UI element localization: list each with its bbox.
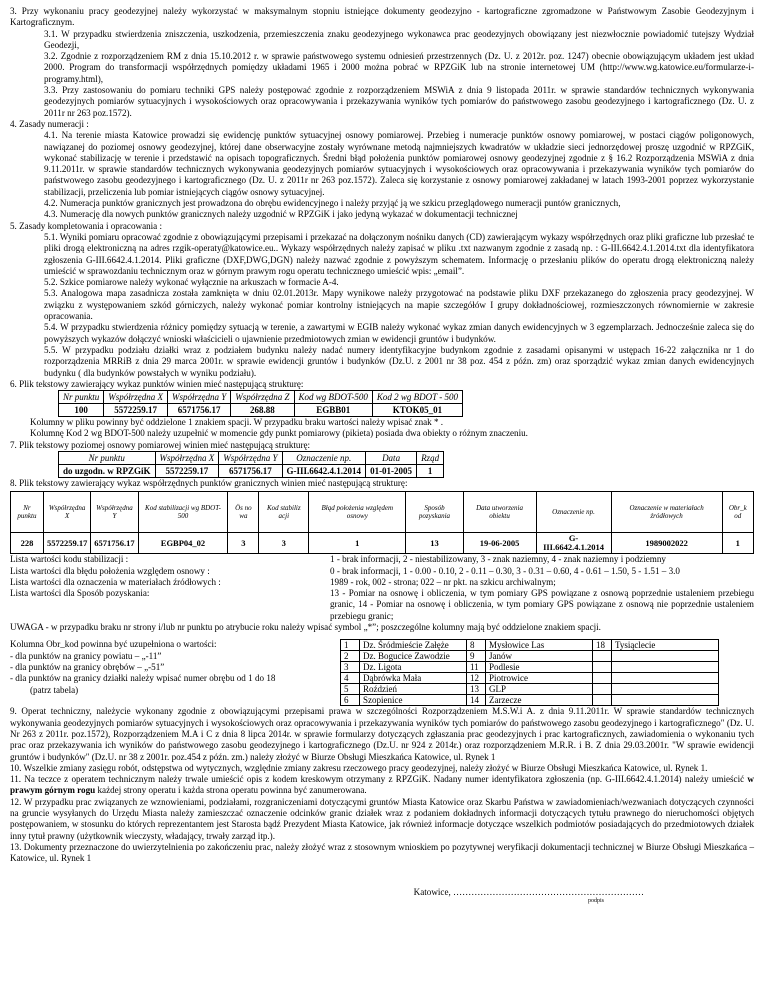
list-item: 1 - brak informacji, 2 - niestabilizowany, 3 - znak naziemny, 4 - znak naziemny i podziemny [330,554,666,565]
table-cell: 6571756.17 [91,533,138,554]
list-item: Lista wartości dla Sposób pozyskania: [10,588,150,599]
list-item: Lista wartości dla oznaczenia w materiałach źródłowych : [10,576,221,587]
table-cell: GLP [486,684,593,695]
table-header-cell: Błąd położenia względem osnowy [309,492,406,533]
table-cell: 1 [309,533,406,554]
section-3-heading: 3. Przy wykonaniu pracy geodezyjnej należy wykorzystać w maksymalnym stopniu istniejące dokumenty geodezyjno - kartograficzne zgromadzone w Państwowym Zasobie Geodezyjnym i Kartograficznym. [10,6,754,28]
value-list-values [330,554,754,622]
list-item: 0 - brak informacji, 1 - 0.00 - 0.10, 2 - 0.11 – 0.30, 3 - 0.31 – 0.60, 4 - 0.61 – 1.50, 5 - 1.51 – 3.0 [330,565,680,576]
paragraph-5-2: 5.2. Szkice pomiarowe należy wykonać wyłącznie na arkuszach w formacie A-4. [44,277,339,288]
table-row [341,695,719,706]
table-cell: 1 [417,464,444,477]
section-7-heading: 7. Plik tekstowy poziomej osnowy pomiarowej winien mieć następującą strukturę: [10,439,311,450]
table-row [341,640,719,651]
table-cell: 5 [341,684,360,695]
table-cell: 1 [341,640,360,651]
section-11-emphasis: w prawym górnym rogu [10,774,754,796]
control-network-table [58,451,444,478]
table-cell: Dąbrówka Mała [360,673,467,684]
section-8-heading: 8. Plik tekstowy zawierający wykaz współrzędnych punktów granicznych winien mieć następującą strukturę: [10,477,408,488]
table-row [59,464,444,477]
table-cell: do uzgodn. w RPZGiK [59,464,156,477]
table-header-cell: Kod wg BDOT-500 [294,391,372,404]
table-cell: Dz. Ligota [360,662,467,673]
paragraph-3-1: 3.1. W przypadku stwierdzenia zniszczenia, uszkodzenia, przemieszczenia znaku geodezyjnego wykonawca prac geodezyjnych obowiązany jest niezwłocznie powiadomić tutejszy Wydział Geodezji, [44,28,754,50]
section-6-note-1: Kolumny w pliku powinny być oddzielone 1 znakiem spacji. W przypadku braku wartości należy wpisać znak * . [30,417,444,428]
table-cell [612,684,719,695]
list-item: Lista wartości kodu stabilizacji : [10,554,129,565]
table-header-cell: Ös no wa [228,492,259,533]
table-cell: 3 [259,533,309,554]
table-row [341,673,719,684]
obreb-table [340,639,719,706]
paragraph-5-5: 5.5. W przypadku podziału działki wraz z podziałem budynku należy nadać numery identyfikacyjne budynkom zgodnie z zasadami opisanymi w ustępach 16-22 załącznika nr 1 do rozporządzenia MRRiB z dnia 29 marca 2001r. w sprawie ewidencji gruntów i budynków (Dz.U. z 2001 nr 38 poz. 454 z późn. zm) oraz sporządzić wykaz zmian danych ewidencyjnych budynku ( dla budynków powstałych w wyniku podziału). [44,344,754,378]
table-cell: Szopienice [360,695,467,706]
table-cell: 01-01-2005 [366,464,417,477]
uwaga-note: UWAGA - w przypadku braku nr strony i/lub nr punktu po atrybucie roku należy wpisać symbol „*”; poszczególne kolumny mają być oddzielone znakiem spacji. [10,622,601,633]
table-cell: 3 [341,662,360,673]
boundary-points-table [10,491,754,554]
table-header-cell: Nr punktu [59,391,104,404]
paragraph-5-3: 5.3. Analogowa mapa zasadnicza została zamknięta w dniu 02.01.2013r. Mapy wynikowe należy przygotować na podstawie pliku DXF przekazanego do zgłoszenia pracy geodezyjnej. W związku z występowaniem szkód górniczych, należy wykonać pomiar kontrolny istniejących na mapie szczegółów I grupy dokładnościowej, rozmieszczonych równomiernie w zakresie opracowania. [44,288,754,322]
table-cell [593,651,612,662]
table-header-cell: Sposób pozyskania [406,492,463,533]
table-header-cell: Kod stabiliz acji [259,492,309,533]
table-header-cell: Nr punktu [59,451,156,464]
section-6-heading: 6. Plik tekstowy zawierający wykaz punktów winien mieć następującą strukturę: [10,378,304,389]
table-cell: 1989002022 [611,533,722,554]
table-header-cell: Współrzędna Y [219,451,282,464]
paragraph-4-3: 4.3. Numerację dla nowych punktów granicznych należy uzgodnić w RPZGiK i jako jedyną wykazać w dokumentacji technicznej [44,209,518,220]
section-11 [10,774,754,797]
paragraph-4-1: 4.1. Na terenie miasta Katowice prowadzi się ewidencję punktów sytuacyjnej osnowy pomiarowej. Przebieg i numeracje punktów osnowy pomiarowej, w postaci ciągów poligonowych, nawiązanej do poziomej osnowy geodezyjnej, której dane obserwacyjne zostały wyrównane metodą najmniejszych kwadratów w układzie sieci jednorzędowej proszę uzgodnić w RPZGiK, wykonać stabilizację w terenie i przedstawić na opisach topograficznych. Średni błąd położenia punktów pomiarowej osnowy geodezyjnej zgodnie z § 16.2 Rozporządzenia MSWiA z dnia 9.11.2011r. w sprawie standardów technicznych wykonywania geodezyjnych pomiarów sytuacyjnych i wysokościowych oraz opracowywania i przekazywania wyników tych pomiarów do państwowego zasobu geodezyjnego i kartograficznego (Dz. U. z 2011r nr 263 poz.1572). Zaleca się korzystanie z osnowy pomiarowej zakładanej w latach 1993-2001 poprzez wykorzystanie stabilizacji, przeliczenia lub pomiar istniejących ciągów osnowy sytuacyjnej. [44,130,754,197]
table-cell [612,662,719,673]
value-list-labels [10,554,330,622]
table-header-cell: Współrzędna X [155,451,219,464]
table-header-cell: Oznaczenie np. [282,451,366,464]
table-cell: 6571756.17 [168,404,231,417]
signature-line: Katowice, ……………………………………………………… [413,886,644,897]
table-header-cell: Kod 2 wg BDOT - 500 [372,391,462,404]
table-cell: 2 [341,651,360,662]
section-11-text-end: każdej strony operatu i każda strona operatu powinna być zanumerowana. [95,785,367,796]
table-cell: EGBB01 [294,404,372,417]
table-cell: Zarzecze [486,695,593,706]
table-cell: Mysłowice Las [486,640,593,651]
table-cell: 14 [467,695,486,706]
section-10: 10. Wszelkie zmiany zasięgu robót, odstępstwa od wytycznych, względnie zmiany zakresu rzeczowego pracy geodezyjnej, należy złożyć w Biurze Obsługi Mieszkańca Katowice, ul. Rynek 1. [10,762,708,773]
table-cell: 13 [406,533,463,554]
points-structure-table [58,390,463,417]
obr-kod-section [10,639,754,706]
obr-kod-intro: Kolumna Obr_kod powinna być uzupełniona o wartości: [10,639,217,650]
table-row [341,684,719,695]
table-cell: 100 [59,404,104,417]
table-cell: 5572259.17 [155,464,219,477]
table-cell: Janów [486,651,593,662]
section-9: 9. Operat techniczny, należycie wykonany zgodnie z obowiązującymi przepisami prawa w szczególności Rozporządzeniem M.S.W.i A. z dnia 9.11.2011r. W sprawie standardów technicznych wykonywania geodezyjnych pomiarów sytuacyjnych i wysokościowych oraz opracowywania i przekazywania wyników tych pomiarów do państwowego zasobu geodezyjnego i kartograficznego" (Dz. U. Nr 263 z 2011r. poz.1572), Rozporządzeniem M.A i C z dnia 8 lipca 2014r. w sprawie formularzy dotyczących zgłaszania prac geodezyjnych i prac kartograficznych, zawiadomienia o wykonaniu tych prac oraz przekazywania ich wyników do państwowego zasobu geodezyjnego i kartograficznego (Dz.U. nr 924 z 2014r.) oraz rozporządzeniem M.R.R. i B. Z dnia 29.03.2001r. "W sprawie ewidencji gruntów i budynków" (Dz.U. nr 38 z 2001r. poz.454 z późn. zm.) należy złożyć w Biurze Obsługi Mieszkańca Katowice, ul. Rynek 1 [10,706,754,762]
table-row [341,651,719,662]
table-cell: Tysiąclecie [612,640,719,651]
table-cell: 9 [467,651,486,662]
table-cell: Piotrowice [486,673,593,684]
document-page [10,6,754,905]
table-cell: 5572259.17 [104,404,168,417]
obr-kod-description [10,639,340,706]
table-cell: 18 [593,640,612,651]
table-cell: 13 [467,684,486,695]
table-cell: 8 [467,640,486,651]
section-12: 12. W przypadku prac związanych ze wznowieniami, podziałami, rozgraniczeniami dotyczącymi gruntów Miasta Katowice oraz Skarbu Państwa w zawiadomieniach/wezwaniach dotyczących czynności na gruncie wysyłanych do Urzędu Miasta należy zamieszczać oznaczenie odcinków granic działek wraz z podaniem dokładnych informacji dotyczących tytułu prawnego do nieruchomości objętych postępowaniem, w stosunku do których reprezentantem jest Starosta bądź Prezydent Miasta Katowice, jak również informacje dotyczące wszelkich podmiotów posiadających do przedmiotowych działek inny tytuł prawny (użytkownik wieczysty, władający, trwały zarząd itp.). [10,796,754,841]
table-cell: 4 [341,673,360,684]
list-item: (patrz tabela) [30,684,79,695]
list-item: - dla punktów na granicy obrębów – „-51” [10,661,165,672]
table-cell: G-III.6642.4.1.2014 [282,464,366,477]
section-13: 13. Dokumenty przeznaczone do uwierzytelnienia po zakończeniu prac, należy złożyć wraz z stosownym wnioskiem po pozytywnej weryfikacji dokumentacji technicznej w Biurze Obsługi Mieszkańca – Katowice, ul. Rynek 1 [10,841,754,864]
table-header-row [11,492,754,533]
table-cell: 12 [467,673,486,684]
table-header-cell: Współrzędna X [104,391,168,404]
table-header-cell: Oznaczenie np. [536,492,611,533]
table-cell [593,662,612,673]
table-header-cell: Współrzędna Y [91,492,138,533]
table-row [59,404,463,417]
table-cell: Podlesie [486,662,593,673]
section-11-text: 11. Na teczce z operatem technicznym należy trwale umieścić opis z kodem kreskowym otrzymany z RPZGiK. Nadany numer identyfikatora zgłoszenia (np. G-III.6642.4.1.2014) należy umieścić [10,774,745,785]
table-header-cell: Data [366,451,417,464]
table-row [341,662,719,673]
table-cell: 6 [341,695,360,706]
table-cell: G-III.6642.4.1.2014 [536,533,611,554]
table-header-cell: Data utworzenia obiektu [463,492,536,533]
table-cell [593,684,612,695]
table-cell: Dz. Śródmieście Załęże [360,640,467,651]
table-cell [612,651,719,662]
list-item: Lista wartości dla błędu położenia względem osnowy : [10,565,210,576]
table-header-row [59,391,463,404]
table-header-cell: Współrzędna Z [231,391,294,404]
table-cell: EGBP04_02 [138,533,228,554]
table-cell: 1 [722,533,753,554]
paragraph-4-2: 4.2. Numeracja punktów granicznych jest prowadzona do obrębu ewidencyjnego i należy przyjąć ją we szkicu przeglądowego numeracji puntów granicznych, [44,198,621,209]
table-header-cell: Obr_k od [722,492,753,533]
table-header-cell: Współrzędna Y [168,391,231,404]
table-cell: 5572259.17 [43,533,91,554]
value-lists [10,554,754,622]
paragraph-5-4: 5.4. W przypadku stwierdzenia różnicy pomiędzy sytuacją w terenie, a zawartymi w EGIB należy wykonać wykaz zmian danych ewidencyjnych w 3 egzemplarzach. Jednocześnie zaleca się do powyższych wykazów dołączyć wnioski właścicieli o ujawnienie przedmiotowych zmian w ewidencji gruntów i budynków. [44,322,754,344]
table-cell [593,695,612,706]
table-cell: 3 [228,533,259,554]
section-6-note-2: Kolumnę Kod 2 wg BDOT-500 należy uzupełnić w momencie gdy punkt pomiarowy (pikieta) posiada dwa obiekty o różnym znaczeniu. [30,428,528,439]
paragraph-3-2: 3.2. Zgodnie z rozporządzeniem RM z dnia 15.10.2012 r. w sprawie państwowego systemu odniesień przestrzennych (Dz. U. z 2012r. poz. 1247) obecnie obowiązującym układem jest układ 2000. Program do transformacji współrzędnych pomiędzy układami 1965 i 2000 można pobrać w RPZGiK lub na stronie internetowej UM (http://www.wg.katowice.eu/formularze-i-programy.html), [44,51,754,84]
table-header-cell: Nr punktu [11,492,44,533]
section-5-heading: 5. Zasady kompletowania i opracowania : [10,220,163,231]
table-cell: 11 [467,662,486,673]
table-cell: Roździeń [360,684,467,695]
table-header-cell: Współrzędna X [43,492,91,533]
table-header-cell: Oznaczenie w materiałach źródłowych [611,492,722,533]
section-4-heading: 4. Zasady numeracji : [10,118,89,129]
table-cell: 228 [11,533,44,554]
table-cell: 19-06-2005 [463,533,536,554]
table-cell [612,673,719,684]
table-header-row [59,451,444,464]
table-cell: KTOK05_01 [372,404,462,417]
table-cell [612,695,719,706]
paragraph-3-3: 3.3. Przy zastosowaniu do pomiaru techniki GPS należy postępować zgodnie z rozporządzeniem MSWiA z dnia 9 listopada 2011r. w sprawie standardów technicznych wykonywania geodezyjnych pomiarów sytuacyjnych i wysokościowych oraz opracowywania i przekazywania wyników tych pomiarów do państwowego zasobu geodezyjnego i kartograficznego (Dz. U. z 2011r nr 263 poz.1572). [44,85,754,118]
table-cell: 268.88 [231,404,294,417]
paragraph-5-1: 5.1. Wyniki pomiaru opracować zgodnie z obowiązującymi przepisami i przekazać na dołączonym nośniku danych (CD) zawierającym wykazy współrzędnych oraz pliki graficzne lub przesłać te pliki drogą elektroniczną na adres rzgik-operaty@katowice.eu.. Wykazy współrzędnych należy zapisać w pliku .txt nazwanym zgodnie z zasadą np. : G-III.6642.4.1.2014.txt dla identyfikatora zgłoszenia G-III.6642.4.1.2014. Pliki graficzne (DXF,DWG,DGN) należy nazwać zgodnie z powyższym schematem. Informację o przesłaniu plików do operatu drogą elektroniczną należy umieścić w sprawozdaniu technicznym oraz w górnym prawym rogu operatu technicznego umieścić wpis: „email”. [44,231,754,276]
list-item: - dla punktów na granicy działki należy wpisać numer obrębu od 1 do 18 [10,673,276,684]
list-item: 13 - Pomiar na osnowę i obliczenia, w tym pomiary GPS powiązane z osnową poprzednie ustaleniem przebiegu granic, 14 - Pomiar na osnowę i obliczenia, w tym pomiary GPS powiązane z osnową nie poprzednie ustaleniem przebiegu granic; [330,588,754,621]
table-cell: 6571756.17 [219,464,282,477]
list-item: 1989 - rok, 002 - strona; 022 – nr pkt. na szkicu archiwalnym; [330,576,556,587]
table-header-cell: Rząd [417,451,444,464]
table-cell: Dz. Bogucice Zawodzie [360,651,467,662]
table-row [11,533,754,554]
table-cell [593,673,612,684]
list-item: - dla punktów na granicy powiatu – „-11” [10,650,162,661]
signature-label: podpis [587,897,604,904]
table-header-cell: Kod stabilizacji wg BDOT-500 [138,492,228,533]
